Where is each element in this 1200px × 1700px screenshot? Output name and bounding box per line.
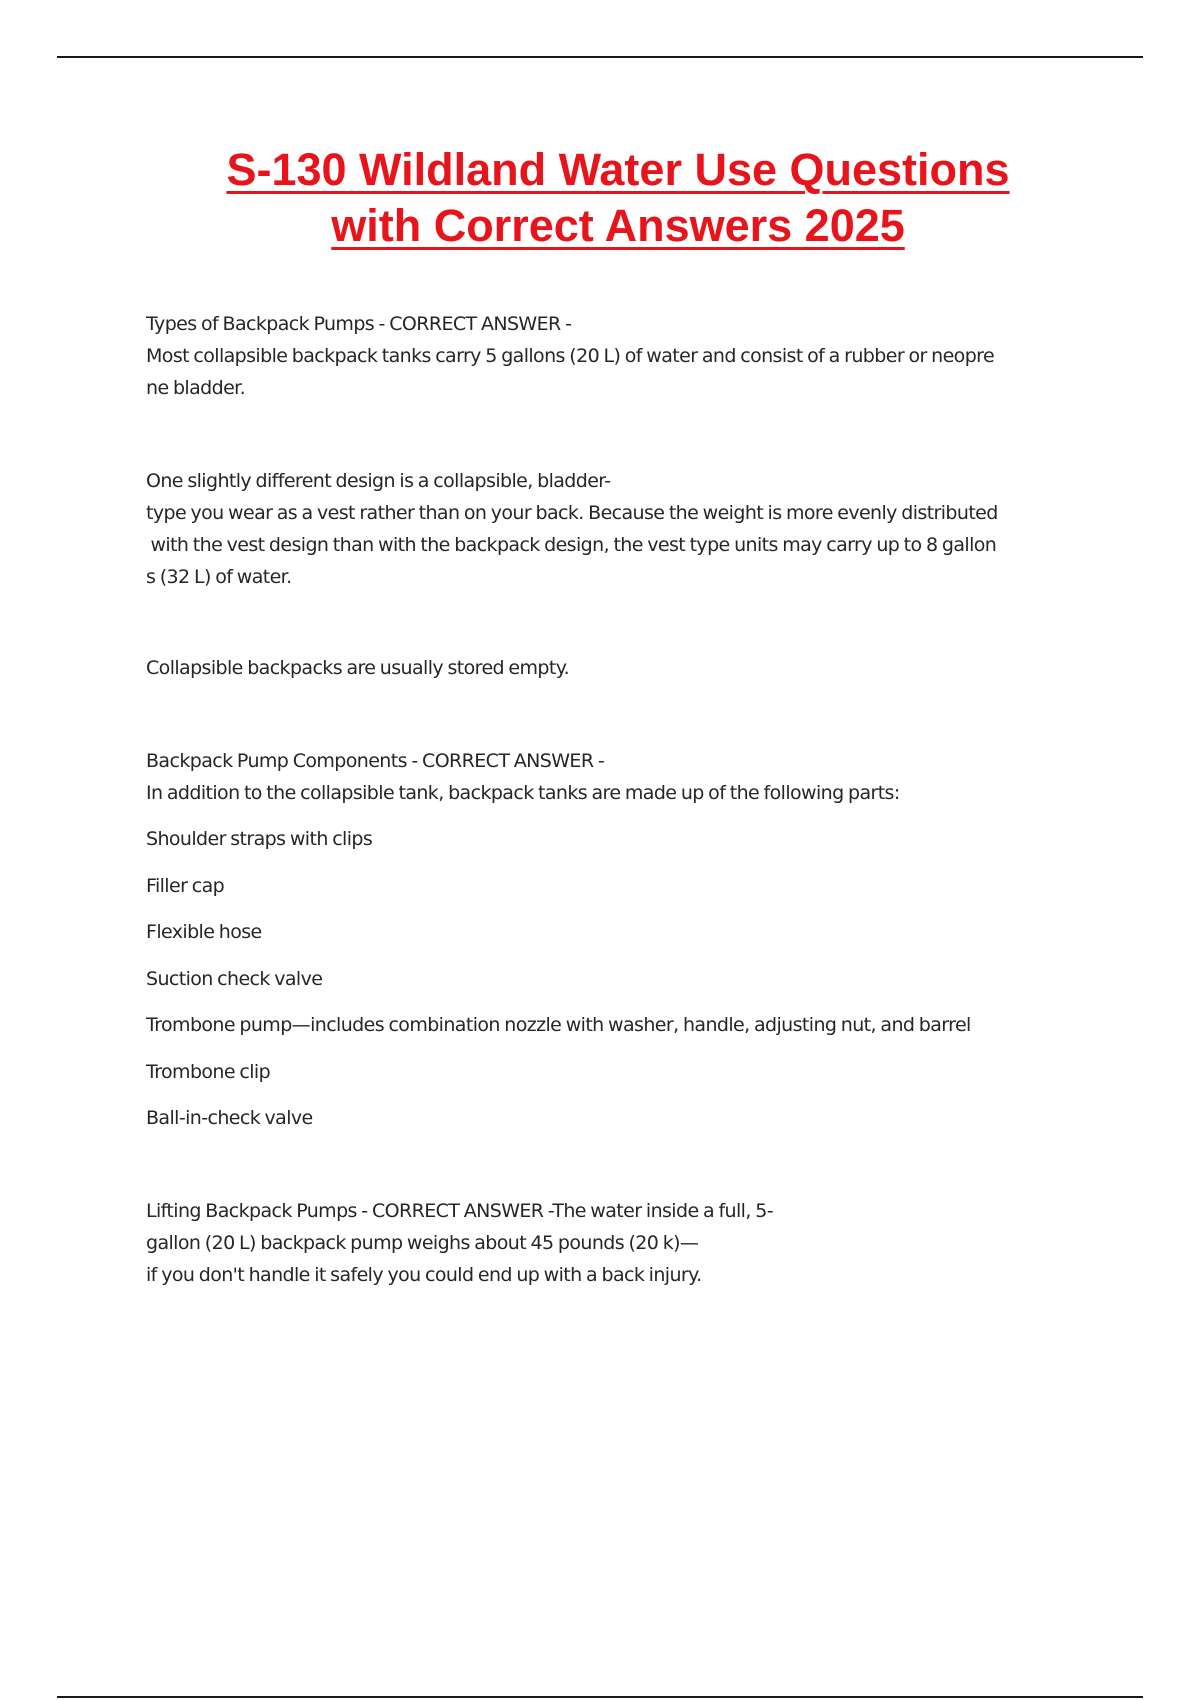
title-line-1: S-130 Wildland Water Use Questions [226,144,1010,195]
question-heading-backpack-pump-components: Backpack Pump Components - CORRECT ANSWER - [146,750,605,772]
component-list-item: Ball-in-check valve [146,1107,313,1129]
answer-line: Most collapsible backpack tanks carry 5 gallons (20 L) of water and consist of a rubber or neopre [146,345,995,367]
top-horizontal-rule [57,56,1143,58]
component-list-item: Filler cap [146,875,225,897]
answer-line: One slightly different design is a collapsible, bladder- [146,470,611,492]
question-heading-lifting-backpack-pumps: Lifting Backpack Pumps - CORRECT ANSWER -The water inside a full, 5- [146,1200,773,1222]
document-title [0,142,1200,254]
answer-line: type you wear as a vest rather than on your back. Because the weight is more evenly distributed [146,502,998,524]
bottom-horizontal-rule [57,1696,1143,1698]
title-line-2: with Correct Answers 2025 [331,200,905,251]
answer-line: with the vest design than with the backpack design, the vest type units may carry up to 8 gallon [146,534,997,556]
component-list-item: Trombone clip [146,1061,271,1083]
component-list-item: Trombone pump—includes combination nozzle with washer, handle, adjusting nut, and barrel [146,1014,971,1036]
answer-line: ne bladder. [146,377,246,399]
component-list-item: Flexible hose [146,921,262,943]
answer-line: s (32 L) of water. [146,566,292,588]
component-list-item: Suction check valve [146,968,323,990]
component-list-item: Shoulder straps with clips [146,828,373,850]
answer-line: Collapsible backpacks are usually stored empty. [146,657,570,679]
question-heading-types-of-backpack-pumps: Types of Backpack Pumps - CORRECT ANSWER - [146,313,572,335]
answer-line: gallon (20 L) backpack pump weighs about 45 pounds (20 k)— [146,1232,699,1254]
answer-line: In addition to the collapsible tank, backpack tanks are made up of the following parts: [146,782,900,804]
answer-line: if you don't handle it safely you could end up with a back injury. [146,1264,702,1286]
